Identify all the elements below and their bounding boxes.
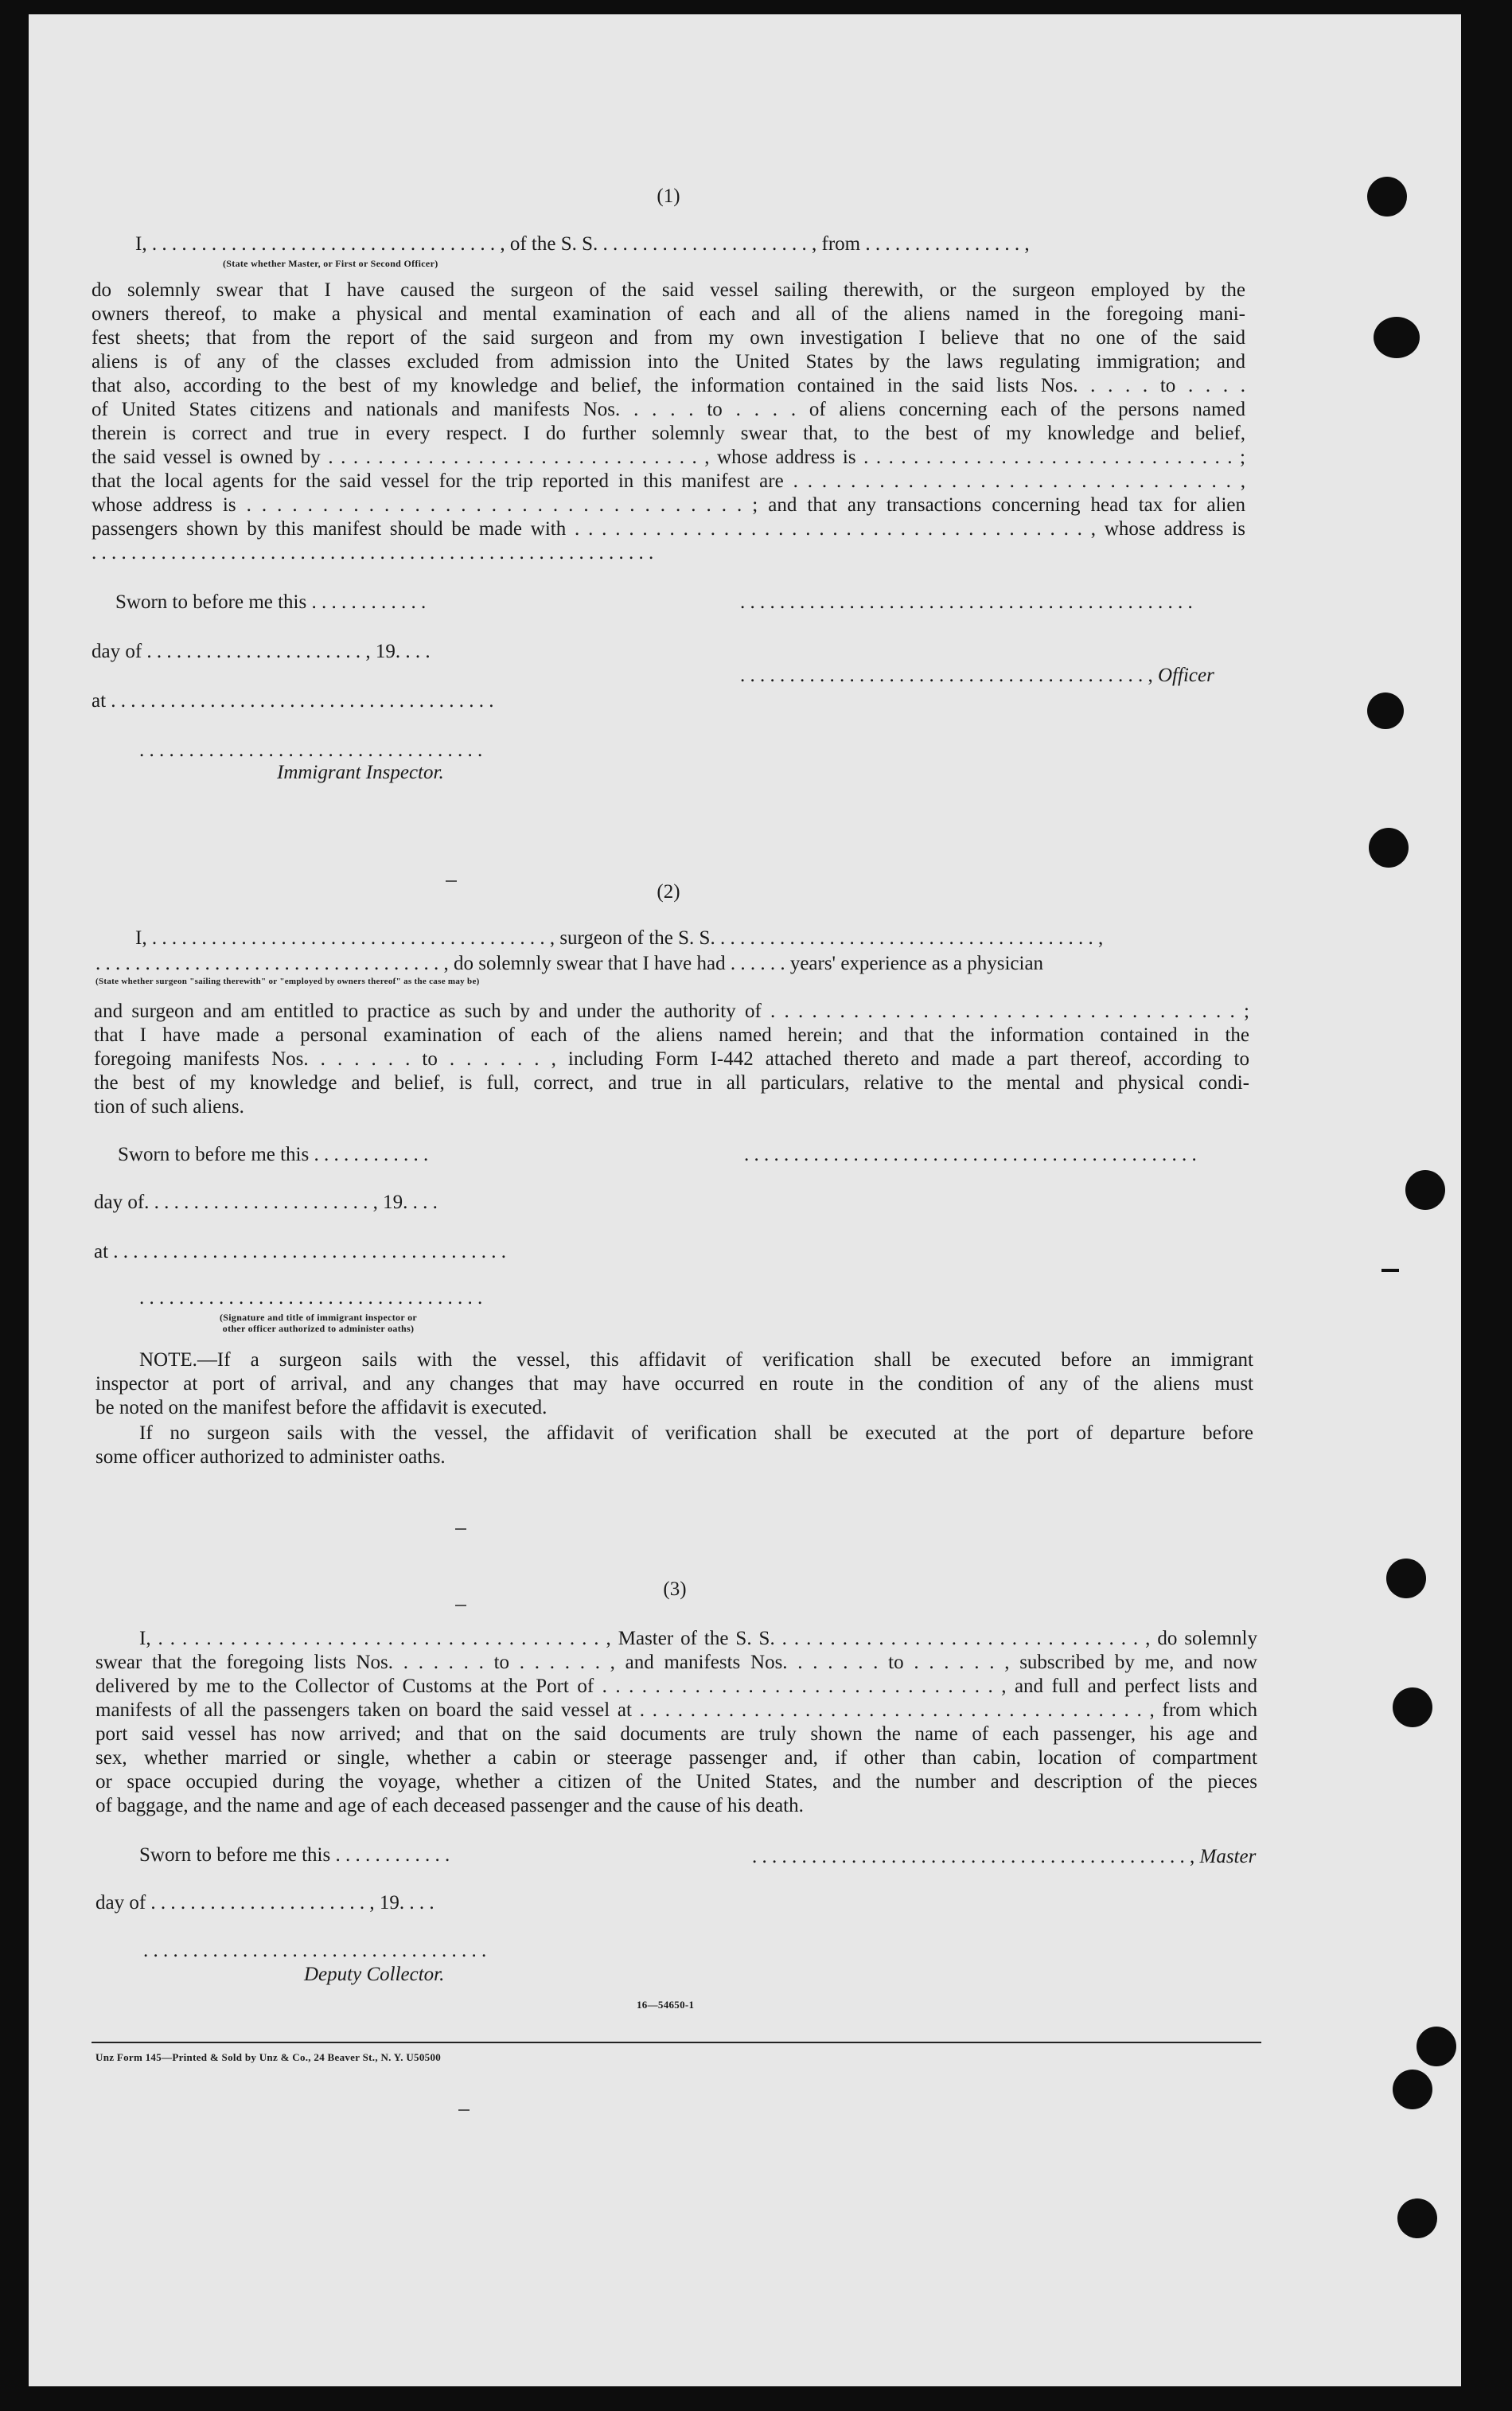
section-2-inspector-dots: . . . . . . . . . . . . . . . . . . . . . . . . . . . . . . . . . . . (139, 1287, 483, 1309)
section-3-number: (3) (663, 1578, 687, 1600)
section-2-number: (2) (657, 881, 680, 903)
section-1-inspector-dots: . . . . . . . . . . . . . . . . . . . . . . . . . . . . . . . . . . . (139, 739, 483, 761)
section-2-body-line: that I have made a personal examination of each of the aliens named herein; and that the information contained in the (94, 1024, 1249, 1046)
section-1-body-line: that also, according to the best of my knowledge and belief, the information contained in the said lists Nos. . . . . to . . . . (92, 375, 1245, 396)
section-2-signature-line: . . . . . . . . . . . . . . . . . . . . . . . . . . . . . . . . . . . . . . . . . . . . . . (744, 1144, 1197, 1165)
section-2-opening-line: I, . . . . . . . . . . . . . . . . . . . . . . . . . . . . . . . . . . . . . . . . , surgeon of the S. S. . . . . . . . . . . . . . . . . . . . . . . . . . . . . . . . . . . . . . . , (135, 927, 1104, 949)
section-3-body-line: manifests of all the passengers taken on board the said vessel at . . . . . . . . . . . . . . . . . . . . . . . . . . . . . . . . . . . . . . . . , from which (95, 1699, 1257, 1721)
section-3-collector-dots: . . . . . . . . . . . . . . . . . . . . . . . . . . . . . . . . . . . (143, 1940, 487, 1961)
section-2-body-line: the best of my knowledge and belief, is full, correct, and true in all particulars, relative to the mental and physical condi- (94, 1072, 1249, 1094)
master-label: Master (1199, 1846, 1257, 1867)
scan-mark (458, 2109, 470, 2111)
binder-hole (1417, 2027, 1456, 2066)
section-2-day-line: day of. . . . . . . . . . . . . . . . . . . . . . . , 19. . . . (94, 1192, 438, 1213)
scan-mark (446, 880, 457, 882)
note-line: be noted on the manifest before the affidavit is executed. (95, 1397, 548, 1418)
section-1-body-line: owners thereof, to make a physical and mental examination of each and all of the aliens named in the foregoing mani- (92, 303, 1245, 325)
section-2-at-line: at . . . . . . . . . . . . . . . . . . . . . . . . . . . . . . . . . . . . . . . . (94, 1241, 507, 1262)
section-2-body-line: and surgeon and am entitled to practice as such by and under the authority of . . . . . . . . . . . . . . . . . . . . . . . . . . . . . . . . . . ; (94, 1001, 1249, 1022)
section-2-second-subtitle: (State whether surgeon "sailing therewith" or "employed by owners thereof" as the case may be) (95, 977, 480, 986)
scan-mark (455, 1528, 466, 1530)
section-3-day-line: day of . . . . . . . . . . . . . . . . . . . . . . , 19. . . . (95, 1892, 435, 1914)
section-3-body-line: I, . . . . . . . . . . . . . . . . . . . . . . . . . . . . . . . . . . . . . , Master of the S. S. . . . . . . . . . . . . . . . . . . . . . . . . . . . . . . , do solemnly (139, 1628, 1257, 1649)
scan-mark (455, 1605, 466, 1606)
binder-hole (1386, 1559, 1426, 1598)
section-3-body-line: swear that the foregoing lists Nos. . . . . . . to . . . . . . , and manifests Nos. . . . . . . to . . . . . . , subscribed by me, and now (95, 1652, 1257, 1673)
section-1-opening-subtitle: (State whether Master, or First or Second Officer) (223, 258, 438, 269)
section-1-inspector-label: Immigrant Inspector. (277, 762, 444, 783)
officer-label: Officer (1158, 665, 1214, 686)
footer-rule (92, 2042, 1261, 2043)
section-3-body-line: sex, whether married or single, whether a cabin or steerage passenger and, if other than cabin, location of compartment (95, 1747, 1257, 1769)
section-2-inspector-subtitle: other officer authorized to administer oaths) (222, 1323, 415, 1334)
binder-hole (1397, 2198, 1437, 2238)
binder-hole (1367, 692, 1404, 729)
section-3-body-line: of baggage, and the name and age of each deceased passenger and the cause of his death. (95, 1795, 804, 1816)
section-3-master-line (752, 1845, 1256, 1869)
section-3-body-line: or space occupied during the voyage, whether a citizen of the United States, and the number and description of the pieces (95, 1771, 1257, 1793)
section-2-second-line: . . . . . . . . . . . . . . . . . . . . . . . . . . . . . . . . . . . , do solemnly swear that I have had . . . . . . years' experience as a physician (95, 953, 1044, 974)
section-1-signature-line: . . . . . . . . . . . . . . . . . . . . . . . . . . . . . . . . . . . . . . . . . . . . . . (740, 591, 1193, 613)
note-line: some officer authorized to administer oaths. (95, 1446, 446, 1468)
section-1-body-line: therein is correct and true in every respect. I do further solemnly swear that, to the best of my knowledge and belief, (92, 423, 1245, 444)
section-1-dots-line: . . . . . . . . . . . . . . . . . . . . . . . . . . . . . . . . . . . . . . . . . . . . . . . . . . . . . . . . . (92, 542, 654, 564)
binder-hole (1367, 177, 1407, 217)
section-1-body-line: passengers shown by this manifest should be made with . . . . . . . . . . . . . . . . . . . . . . . . . . . . . . . . . . . . . . , whose address is (92, 518, 1245, 540)
form-number: 16—54650-1 (637, 1999, 695, 2011)
section-1-body-line: do solemnly swear that I have caused the surgeon of the said vessel sailing therewith, or the surgeon employed by the (92, 279, 1245, 301)
binder-hole (1374, 317, 1420, 358)
section-1-at-line: at . . . . . . . . . . . . . . . . . . . . . . . . . . . . . . . . . . . . . . . (92, 690, 494, 712)
master-dots: . . . . . . . . . . . . . . . . . . . . . . . . . . . . . . . . . . . . . . . . . . . . , (752, 1846, 1200, 1867)
scan-mark (1381, 1269, 1399, 1272)
section-1-body-line: fest sheets; that from the report of the said surgeon and from my own investigation I believe that no one of the said (92, 327, 1245, 349)
binder-hole (1405, 1170, 1445, 1210)
note-line: NOTE.—If a surgeon sails with the vessel, this affidavit of verification shall be executed before an immigrant (139, 1349, 1253, 1371)
section-1-body-line: of United States citizens and nationals and manifests Nos. . . . . to . . . . of aliens concerning each of the persons named (92, 399, 1245, 420)
section-1-officer-line (740, 664, 1214, 688)
section-2-body-line: tion of such aliens. (94, 1096, 244, 1118)
binder-hole (1369, 828, 1409, 868)
section-3-body-line: port said vessel has now arrived; and that on the said documents are truly shown the name of each passenger, his age and (95, 1723, 1257, 1745)
section-1-body-line: whose address is . . . . . . . . . . . . . . . . . . . . . . . . . . . . . . . . . ; and that any transactions concerning head tax for alien (92, 494, 1245, 516)
section-1-day-line: day of . . . . . . . . . . . . . . . . . . . . . . , 19. . . . (92, 641, 431, 662)
section-1-body-line: aliens is of any of the classes excluded from admission into the United States by the laws regulating immigration; and (92, 351, 1245, 373)
section-2-inspector-subtitle: (Signature and title of immigrant inspector or (219, 1312, 417, 1323)
note-line: inspector at port of arrival, and any changes that may have occurred en route in the condition of any of the aliens must (95, 1373, 1253, 1395)
section-2-body-line: foregoing manifests Nos. . . . . . . to . . . . . . , including Form I-442 attached thereto and made a part thereof, according to (94, 1048, 1249, 1070)
binder-hole (1393, 1687, 1432, 1727)
section-3-collector-label: Deputy Collector. (304, 1964, 445, 1985)
section-1-body-line: that the local agents for the said vessel for the trip reported in this manifest are . . . . . . . . . . . . . . . . . . . . . . . . . . . . . . . , (92, 470, 1245, 492)
printer-credit: Unz Form 145—Printed & Sold by Unz & Co., 24 Beaver St., N. Y. U50500 (95, 2051, 442, 2063)
section-1-body-line: the said vessel is owned by . . . . . . . . . . . . . . . . . . . . . . . . . . . . . . , whose address is . . . . . . . . . . . . . . . . . . . . . . . . . . . . . . ; (92, 447, 1245, 468)
section-3-sworn-line: Sworn to before me this . . . . . . . . . . . . (139, 1844, 450, 1866)
note-line: If no surgeon sails with the vessel, the affidavit of verification shall be executed at the port of departure before (139, 1422, 1253, 1444)
section-1-sworn-line: Sworn to before me this . . . . . . . . . . . . (115, 591, 427, 613)
binder-hole (1393, 2070, 1432, 2109)
officer-dots: . . . . . . . . . . . . . . . . . . . . . . . . . . . . . . . . . . . . . . . . . , (740, 665, 1158, 686)
section-1-number: (1) (657, 185, 680, 207)
section-1-opening-line: I, . . . . . . . . . . . . . . . . . . . . . . . . . . . . . . . . . . . , of the S. S. . . . . . . . . . . . . . . . . . . . . . , from . . . . . . . . . . . . . . . . , (135, 233, 1030, 255)
section-3-body-line: delivered by me to the Collector of Customs at the Port of . . . . . . . . . . . . . . . . . . . . . . . . . . . . . . , and full and perfect lists and (95, 1676, 1257, 1697)
section-2-sworn-line: Sworn to before me this . . . . . . . . . . . . (118, 1144, 429, 1165)
